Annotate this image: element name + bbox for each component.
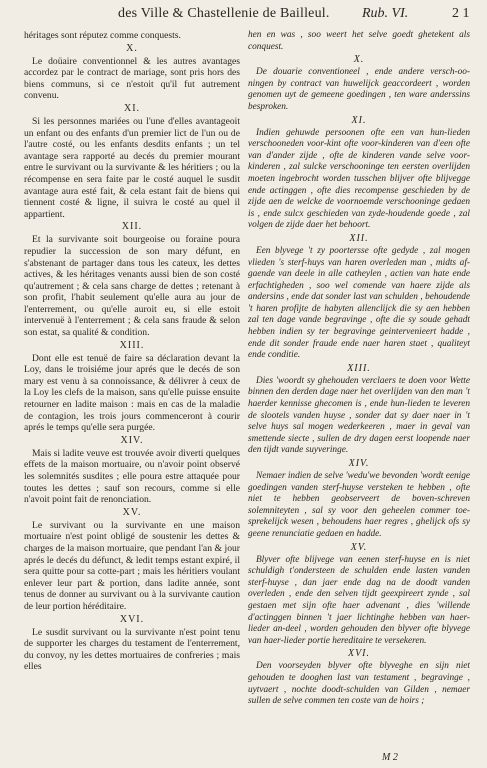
article-number: XI. — [351, 114, 367, 126]
french-article-6 — [24, 506, 240, 613]
flemish-article-7 — [248, 647, 470, 707]
article-text: Si les personnes mariées ou l'une d'elles avantageoit un enfant ou des enfants d'un premier lict de l'un ou de l'autre costé, ou les enfants desdits enfants ; un tel avantage sera rapporté au decés du premier mourant entre le survivant ou la survivante & les héritiers ; ou la récompense en sera faite par le costé auquel le susdit avantage aura esté fait, & cela estant fait de biens qui tiennent costé & ligne, il suivra le costé au quel il appartient. — [24, 115, 240, 220]
flemish-article-0 — [248, 30, 470, 53]
article-number: XIII. — [347, 362, 371, 374]
article-text: hen en was , soo weert het selve goedt ghetekent als conquest. — [248, 30, 470, 52]
flemish-article-2 — [248, 114, 470, 232]
article-text: Le survivant ou la survivante en une maison mortuaire n'est point obligé de soustenir les dettes & charges de la maison mortuaire, que pendant l'an & jour aprés le decés du défunct, & ledit temps estant expiré, il sera quitte pour sa cotte-part ; mais les héritiers voulant enlever leur part & portion, dans ladite année, sont tenus de donner au survivant ou à la survivante caution de leur portion héréditaire. — [24, 519, 240, 612]
article-number: XII. — [349, 232, 369, 244]
article-text: Den voorseyden blyver ofte blyveghe en sijn niet gehouden te dooghen last van testament , begravinge , uytvaert , nochte doodt-schulden van Gilden , nemaer sullen de selve commen ten coste van de hoirs ; — [248, 661, 470, 707]
french-article-5 — [24, 434, 240, 506]
flemish-column — [248, 30, 470, 708]
article-text: De douarie conventioneel , ende andere versch-oo-ningen by contract van huwelijck geaccordeert , worden genomen uyt de gemeene goedingen , ten ware anderssins besproken. — [248, 67, 470, 112]
flemish-article-6 — [248, 541, 470, 648]
article-text: héritages sont réputez comme conquests. — [24, 30, 181, 41]
signature-mark: M 2 — [382, 752, 398, 763]
flemish-article-5 — [248, 457, 470, 541]
rubrique-label: Rub. VI. — [362, 6, 409, 21]
article-text: Indien gehuwde persoonen ofte een van hun-lieden verschooneden voor-kint ofte voor-kinderen van d'een ofte van d'ander zijde , ofte de kinderen vande selve voor-kinderen , zal sulcke verschooninge ten eersten overlijden moeten ingebrocht worden tusschen blijver ofte blijvegge ende actinggen , ofte dies recompense geschieden by de zijde aen de welcke de voornoemde verschooninge gedaen is , ende sulcx geschieden van zyde-houdende goede , zal volgen de zijde daer het behoort. — [248, 127, 470, 231]
article-number: XVI. — [119, 613, 145, 625]
flemish-article-3 — [248, 232, 470, 362]
article-text: Nemaer indien de selve 'wedu'we bevonden 'wordt eenige goedingen vanden sterf-huyse versteken te hebben , ofte niet te hebben geobserveert de boven-schreven solemniteyten , sal sy voor den geheelen commer toe-sprekelijck wesen , behoudens haer regres , ghelijck ofs sy geene renunciatie gedaen en hadde. — [248, 471, 470, 539]
article-text: Mais si ladite veuve est trouvée avoir diverti quelques effets de la maison mortuaire, ou n'avoir point observé les solemnités susdites ; elle poura estre attaquée pour toutes les dettes ; sauf son recours, comme si elle n'avoit point fait de renonciation. — [24, 447, 240, 506]
running-title: des Ville & Chastellenie de Bailleul. — [118, 6, 330, 21]
article-number: X. — [126, 42, 138, 54]
article-text: Blyver ofte blijvege van eenen sterf-huyse en is niet schuldigh t'ondersteen de schulden ende lasten vanden sterf-huyse , dan jaer ende dag na de doodt vanden overleden , ende den selven tijdt geexpireert zynde , sal gestaen met sijn ofte haer advenant , dies 'willende d'actinggen binnen 't jaer lichtinghe hebben van haer-lieder an-deel , worden gehouden den blyver ofte blyvege van haer-lieder portie hereditaire te versekeren. — [248, 554, 470, 646]
french-article-7 — [24, 613, 240, 673]
article-number: XVI. — [347, 648, 371, 660]
article-number: XIV. — [348, 458, 370, 469]
article-text: Et la survivante soit bourgeoise ou foraine poura repudier la succession de son mary défunt, en s'abstenant de partager dans tous les cateux, les dettes actives, & les héritages venants aussi bien de son costé qu'autrement ; & cela sans charge de dettes ; retenant à son profit, l'habit seulement qu'elle aura au jour de l'enterrement, ou qu'elle auroit eu, si elle estoit intervenuë à l'enterrement ; & cela sans fraude & selon son estat, sa qualité & condition. — [24, 234, 240, 339]
flemish-article-4 — [248, 362, 470, 457]
page-header — [0, 3, 487, 25]
flemish-article-1 — [248, 53, 470, 113]
article-number: XV. — [122, 506, 142, 518]
article-text: Le susdit survivant ou la survivante n'est point tenu de supporter les charges du testament de l'enterrement, du convoy, ny les dettes mortuaires de confreries ; mais elles — [24, 626, 240, 673]
article-number: XIV. — [120, 434, 144, 446]
article-text: Le doüaire conventionnel & les autres avantages accordez par le contract de mariage, sont pris hors des biens communs, si ce n'estoit qu'il fut autrement convenu. — [24, 55, 240, 102]
article-number: X. — [353, 54, 365, 66]
french-article-4 — [24, 339, 240, 434]
article-number: XV. — [350, 541, 368, 553]
article-number: XII. — [121, 221, 143, 233]
article-number: XI. — [123, 102, 141, 114]
french-article-2 — [24, 102, 240, 220]
article-text: Dont elle est tenuë de faire sa déclaration devant la Loy, dans le troisiéme jour aprés que le decés de son mary est venu à sa connoissance, & délivrer à ceux de la Loy les clefs de la maison, sans qu'elle puisse ensuite retourner en ladite maison : mais en cas de la maladie de contagion, les trois jours commenceront à courir aprés le temps qu'elle sera purgée. — [24, 352, 240, 434]
article-text: Dies 'woordt sy ghehouden verclaers te doen voor Wette binnen den derden dage naer het overlijden van den man 't haerder kennisse ghecomen is , ende hun-lieden te leveren de slootels vanden huyse , sonder dat sy daer naer in 't selve huys sal mogen wederkeeren , maer in geval van smettende siecte , sullen de dry dagen eerst loopende naer den tijdt vande suyveringe. — [248, 375, 470, 456]
article-text: Een blyvege 't zy poortersse ofte gedyde , zal mogen vlieden 's sterf-huys van haren overleden man , midts af-gaende van deele in alle catheylen , actien van hate ende erfachtigheden , soo wel comende van haere zijde als andersins , ende dat sonder last van schulden , behoudende 't haren profijte de habyten allenclijck die sy aen hebben zal ten dage vande begravinge , ofte die sy soude gehadt hebben indien sy ter begravinge geintervenieert hadde , ende dit sonder fraude ende naer haren staet , qualiteyt ende conditie. — [248, 245, 470, 361]
french-column — [24, 30, 240, 673]
article-number: XIII. — [119, 339, 145, 351]
page-number: 2 1 — [452, 6, 470, 21]
french-article-1 — [24, 42, 240, 102]
french-article-3 — [24, 220, 240, 338]
french-article-0 — [24, 30, 240, 42]
